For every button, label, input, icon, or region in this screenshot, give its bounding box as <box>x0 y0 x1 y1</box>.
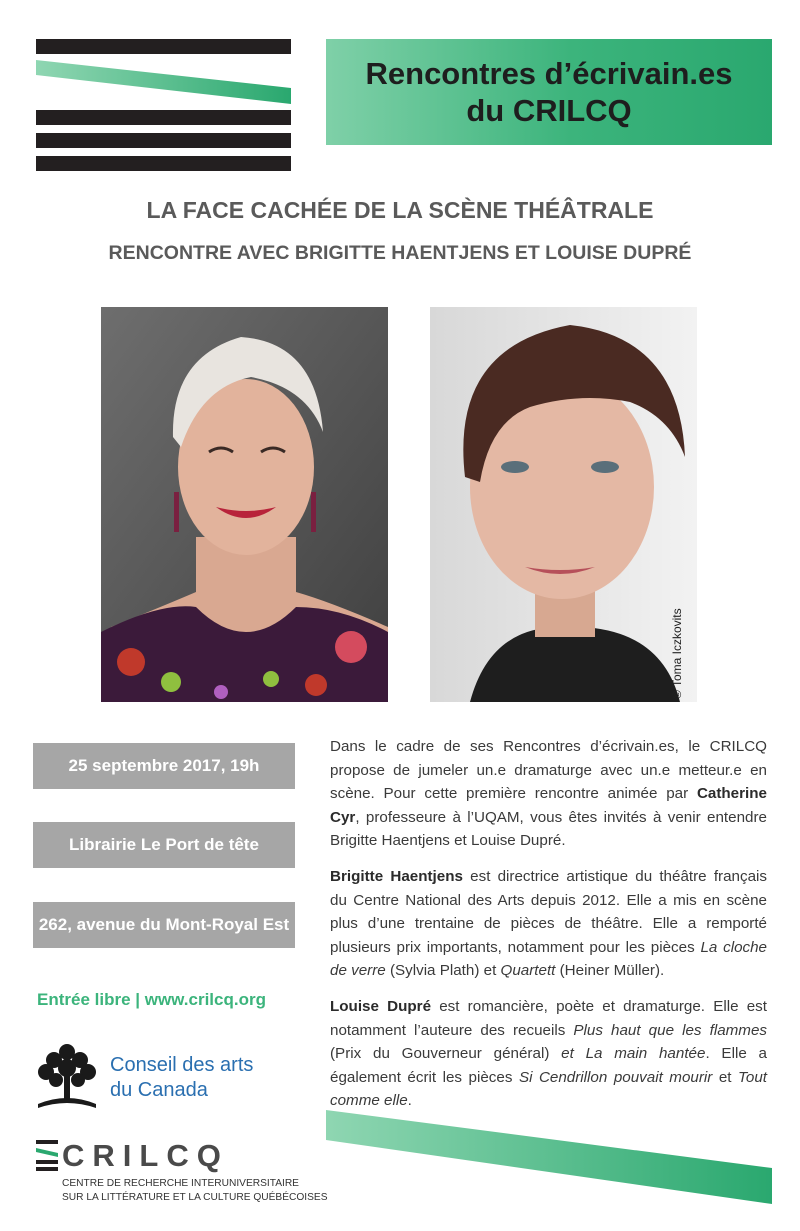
tree-icon <box>34 1042 100 1114</box>
address-box: 262, avenue du Mont-Royal Est <box>33 902 295 948</box>
venue-box: Librairie Le Port de tête <box>33 822 295 868</box>
title-line-1: Rencontres d’écrivain.es <box>365 56 733 91</box>
paragraph-haentjens: Brigitte Haentjens est directrice artistique du théâtre français du Centre National des Arts depuis 2012. Elle a mis en scène plus d’une trentaine de pièces de théâtre. Elle a remporté plusieurs prix importants, notamment pour les pièces La cloche de verre (Sylvia Plath) et Quartett (Heiner Müller). <box>330 867 767 980</box>
header-stripes <box>0 0 300 180</box>
conseil-line-2: du Canada <box>110 1079 208 1101</box>
paragraph-dupre: Louise Dupré est romancière, poète et dramaturge. Elle est notamment l’auteure des recueils Plus haut que les flammes (Prix du Gouverneur général) et La main hantée. Elle a également écrit les pièces Si Cendrillon pouvait mourir et Tout comme elle. <box>330 997 767 1110</box>
crilcq-logo <box>36 1138 336 1208</box>
photo-credit: © Toma Iczkovits <box>670 608 684 699</box>
conseil-line-1: Conseil des arts <box>110 1054 254 1076</box>
body-text <box>330 735 767 1125</box>
conseil-arts-logo <box>30 1040 265 1118</box>
stripe-4 <box>36 156 291 171</box>
stripe-3 <box>36 133 291 148</box>
paragraph-intro: Dans le cadre de ses Rencontres d’écrivain.es, le CRILCQ propose de jumeler un.e dramaturge avec un.e metteur.e en scène. Pour cette première rencontre animée par Catherine Cyr, professeure à l’UQAM, vous êtes invités à venir entendre Brigitte Haentjens et Louise Dupré. <box>330 738 767 850</box>
date-box: 25 septembre 2017, 19h <box>33 743 295 789</box>
crilcq-fullname-1: CENTRE DE RECHERCHE INTERUNIVERSITAIRE <box>62 1178 299 1189</box>
title-line-2: du CRILCQ <box>466 93 632 128</box>
photo-brigitte-haentjens <box>101 307 388 702</box>
title-banner <box>326 39 772 145</box>
stripe-2 <box>36 110 291 125</box>
stripe-diagonal <box>36 60 292 108</box>
crilcq-mark-icon <box>36 1140 58 1174</box>
stripe-1 <box>36 39 291 54</box>
footer-diagonal-stripe <box>326 1110 776 1205</box>
event-heading: LA FACE CACHÉE DE LA SCÈNE THÉÂTRALE <box>146 197 654 223</box>
photo-louise-dupre <box>430 307 697 702</box>
event-subheading: RENCONTRE AVEC BRIGITTE HAENTJENS ET LOUISE DUPRÉ <box>108 242 692 264</box>
crilcq-wordmark: CRILCQ <box>62 1138 229 1173</box>
entry-info[interactable]: Entrée libre | www.crilcq.org <box>37 990 266 1009</box>
crilcq-fullname-2: SUR LA LITTÉRATURE ET LA CULTURE QUÉBÉCOISES <box>62 1192 328 1203</box>
